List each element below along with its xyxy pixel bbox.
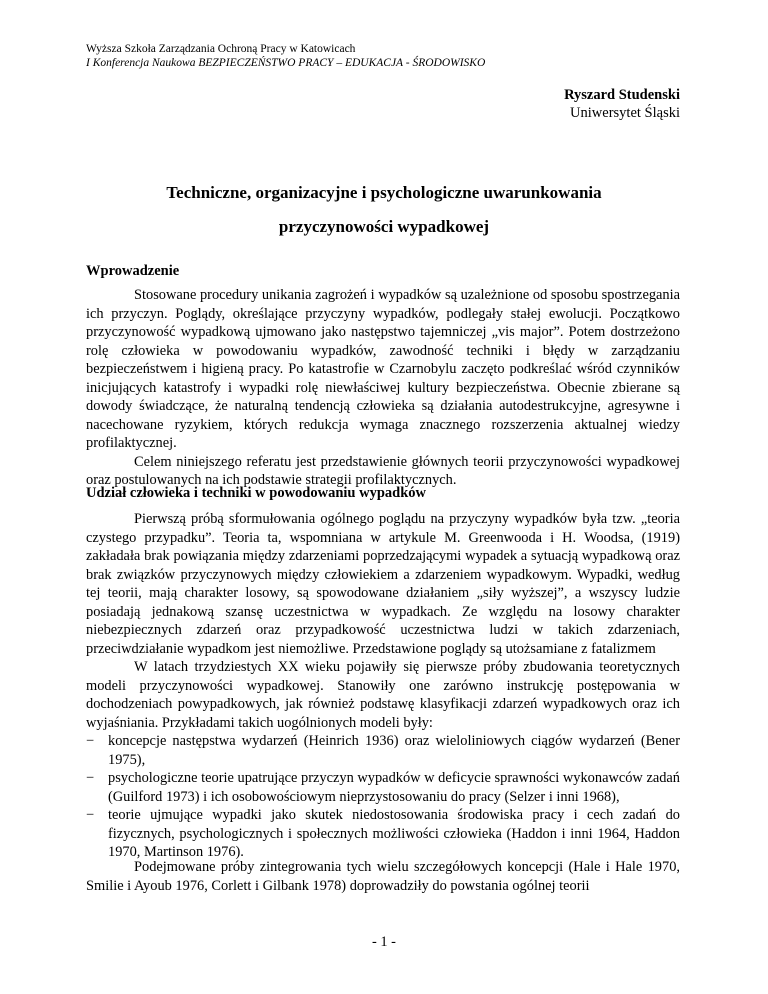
list-marker: − xyxy=(86,733,95,749)
section-heading-human-technology: Udział człowieka i techniki w powodowaniu wypadków xyxy=(86,485,426,501)
list-item: − teorie ujmujące wypadki jako skutek niedostosowania środowiska pracy i cech zadań do fizycznych, psychologicznych i społecznych możliwości człowieka (Haddon i inni 1964, Haddon 1970, Martinson 1976). xyxy=(86,807,680,860)
section-heading-introduction: Wprowadzenie xyxy=(86,263,180,279)
header-conference: I Konferencja Naukowa BEZPIECZEŃSTWO PRACY – EDUKACJA - ŚRODOWISKO xyxy=(86,57,486,69)
paragraph: Podejmowane próby zintegrowania tych wielu szczegółowych koncepcji (Hale i Hale 1970, Smilie i Ayoub 1976, Corlett i Gilbank 1978) doprowadziły do powstania ogólnej teorii xyxy=(86,859,680,894)
paper-title-line-2: przyczynowości wypadkowej xyxy=(278,217,490,236)
model-list xyxy=(86,732,680,862)
page-number: - 1 - xyxy=(372,934,396,950)
section-human-technology-body xyxy=(86,510,680,862)
closing-paragraph-block xyxy=(86,858,680,895)
paragraph: W latach trzydziestych XX wieku pojawiły się pierwsze próby zbudowania teoretycznych modeli przyczynowości wypadkowej. Stanowiły one zarówno instrukcję postępowania w dochodzeniach powypadkowych, jak również podstawę klasyfikacji zdarzeń wypadkowych oraz ich wyjaśniania. Przykładami takich uogólnionych modeli były: xyxy=(86,659,680,731)
list-marker: − xyxy=(86,770,95,786)
list-item: − psychologiczne teorie upatrujące przyczyn wypadków w deficycie sprawności wykonawców zadań (Guilford 1973) i ich osobowościowym nieprzystosowaniu do pracy (Selzer i inni 1968), xyxy=(86,770,680,805)
author-affiliation: Uniwersytet Śląski xyxy=(570,105,680,121)
list-marker: − xyxy=(86,807,95,823)
paper-title xyxy=(86,176,682,244)
author-name: Ryszard Studenski xyxy=(564,87,680,103)
paragraph: Celem niniejszego referatu jest przedstawienie głównych teorii przyczynowości wypadkowej oraz postulowanych na ich podstawie strategii profilaktycznych. xyxy=(86,453,680,488)
paragraph: Stosowane procedury unikania zagrożeń i wypadków są uzależnione od sposobu spostrzegania ich przyczyn. Poglądy, określające przyczyny wypadków, podlegały stałej ewolucji. Początkowo przyczynowość wypadkową ujmowano jako następstwo tajemniczej „vis major”. Potem dostrzeżono rolę człowieka w powodowaniu wypadków, zawodność techniki i błędy w zarządzaniu bezpieczeństwem i higieną pracy. Po katastrofie w Czarnobylu zaczęto podkreślać wśród czynników inicjujących katastrofy i wypadki rolę niewłaściwej kultury bezpieczeństwa. Obecnie zbierane są dowody świadczące, że naturalną tendencją człowieka są działania autodestrukcyjne, agresywne i nacechowane ryzykiem, których redukcja wymaga znacznego rozszerzenia aktualnej wiedzy profilaktycznej. xyxy=(86,287,680,451)
paper-title-line-1: Techniczne, organizacyjne i psychologiczne uwarunkowania xyxy=(166,183,602,202)
author-block xyxy=(564,86,680,122)
header-institution: Wyższa Szkoła Zarządzania Ochroną Pracy w Katowicach xyxy=(86,43,356,55)
section-introduction-body xyxy=(86,286,680,490)
paragraph: Pierwszą próbą sformułowania ogólnego poglądu na przyczyny wypadków była tzw. „teoria czystego przypadku”. Teoria ta, wspomniana w artykule M. Greenwooda i H. Woodsa, (1919) zakładała brak powiązania między zdarzeniami poprzedzającymi wypadek a sytuacją wypadkową oraz brak związków przyczynowych między człowiekiem a zdarzeniem wypadkowym. Wypadki, według tej teorii, mają charakter losowy, są spowodowane działaniem „siły wyższej”, a wszyscy ludzie posiadają jednakową szansę uczestnictwa w wypadkach. Ze względu na losowy charakter niebezpiecznych zdarzeń oraz przypadkowość uczestnictwa ludzi w takich zdarzeniach, przeciwdziałanie wypadkom jest niemożliwe. Przedstawione poglądy są utożsamiane z fatalizmem xyxy=(86,511,680,657)
list-item: − koncepcje następstwa wydarzeń (Heinrich 1936) oraz wieloliniowych ciągów wydarzeń (Bener 1975), xyxy=(86,733,680,768)
